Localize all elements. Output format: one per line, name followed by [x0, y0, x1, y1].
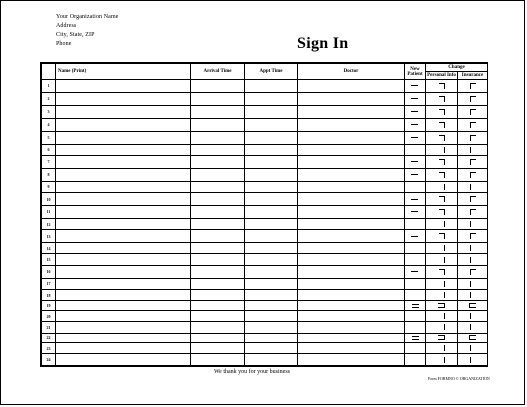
new-patient-cell[interactable]: [405, 301, 426, 311]
doctor-cell[interactable]: [298, 278, 405, 289]
personal-info-cell[interactable]: [426, 218, 458, 229]
arrival-time-cell[interactable]: [191, 144, 245, 155]
checkbox-mark-icon: [470, 159, 476, 165]
new-patient-column-header: New Patient: [405, 64, 426, 80]
organization-block: [56, 13, 118, 49]
insurance-cell[interactable]: [458, 343, 488, 354]
table-row: [42, 155, 488, 168]
checkbox-mark-icon: [470, 184, 476, 190]
arrival-time-cell[interactable]: [191, 92, 245, 105]
row-number: 22: [42, 333, 56, 343]
new-patient-cell[interactable]: [405, 193, 426, 206]
new-patient-cell[interactable]: [405, 243, 426, 254]
checkbox-mark-icon: [411, 108, 419, 115]
personal-info-cell[interactable]: [426, 181, 458, 192]
appt-time-cell[interactable]: [245, 155, 298, 168]
personal-info-cell[interactable]: [426, 80, 458, 93]
arrival-time-cell[interactable]: [191, 278, 245, 289]
checkbox-mark-icon: [411, 196, 419, 203]
checkbox-mark-icon: [439, 196, 445, 202]
insurance-cell[interactable]: [458, 205, 488, 218]
insurance-cell[interactable]: [458, 289, 488, 300]
checkbox-mark-icon: [439, 292, 445, 298]
new-patient-cell[interactable]: [405, 155, 426, 168]
row-number: 19: [42, 301, 56, 311]
table-row: [42, 343, 488, 354]
personal-info-cell[interactable]: [426, 144, 458, 155]
personal-info-cell[interactable]: [426, 92, 458, 105]
checkbox-mark-icon: [470, 147, 476, 153]
insurance-cell[interactable]: [458, 265, 488, 278]
name-cell[interactable]: [56, 310, 191, 321]
personal-info-cell[interactable]: [426, 333, 458, 343]
checkbox-mark-icon: [439, 257, 445, 263]
doctor-cell[interactable]: [298, 254, 405, 265]
checkbox-mark-icon: [411, 158, 419, 165]
row-number: 24: [42, 354, 56, 366]
insurance-cell[interactable]: [458, 243, 488, 254]
checkbox-mark-icon: [439, 96, 445, 102]
insurance-cell[interactable]: [458, 218, 488, 229]
arrival-time-cell[interactable]: [191, 205, 245, 218]
checkbox-mark-icon: [439, 345, 445, 351]
row-number: 8: [42, 168, 56, 181]
name-column-header: Name (Print): [56, 64, 191, 80]
checkbox-mark-icon: [470, 313, 476, 319]
personal-info-cell[interactable]: [426, 265, 458, 278]
arrival-time-cell[interactable]: [191, 131, 245, 144]
personal-info-cell[interactable]: [426, 278, 458, 289]
table-row: [42, 80, 488, 93]
name-cell[interactable]: [56, 301, 191, 311]
row-number: 13: [42, 230, 56, 243]
name-cell[interactable]: [56, 343, 191, 354]
row-number: 15: [42, 254, 56, 265]
checkbox-mark-icon: [470, 345, 476, 351]
new-patient-cell[interactable]: [405, 230, 426, 243]
checkbox-mark-icon: [439, 357, 445, 363]
checkbox-mark-icon: [469, 303, 476, 308]
appt-time-cell[interactable]: [245, 289, 298, 300]
appt-time-cell[interactable]: [245, 354, 298, 366]
arrival-time-cell[interactable]: [191, 301, 245, 311]
insurance-cell[interactable]: [458, 230, 488, 243]
checkbox-mark-icon: [439, 245, 445, 251]
form-footer: Form FORMNO © ORGANIZATION: [428, 376, 490, 381]
name-cell[interactable]: [56, 289, 191, 300]
table-row: [42, 118, 488, 131]
checkbox-mark-icon: [470, 281, 476, 287]
checkbox-mark-icon: [439, 221, 445, 227]
table-row: [42, 322, 488, 333]
checkbox-mark-icon: [411, 171, 419, 178]
new-patient-cell[interactable]: [405, 131, 426, 144]
new-patient-cell[interactable]: [405, 310, 426, 321]
personal-info-cell[interactable]: [426, 310, 458, 321]
insurance-column-header: Insurance: [458, 72, 488, 80]
row-number: 17: [42, 278, 56, 289]
doctor-cell[interactable]: [298, 289, 405, 300]
checkbox-mark-icon: [439, 269, 445, 275]
checkbox-mark-icon: [439, 209, 445, 215]
personal-info-cell[interactable]: [426, 168, 458, 181]
checkbox-mark-icon: [439, 147, 445, 153]
new-patient-cell[interactable]: [405, 333, 426, 343]
doctor-cell[interactable]: [298, 354, 405, 366]
insurance-cell[interactable]: [458, 322, 488, 333]
row-number: 21: [42, 322, 56, 333]
row-number: 2: [42, 92, 56, 105]
checkbox-mark-icon: [411, 121, 419, 128]
personal-info-cell[interactable]: [426, 322, 458, 333]
change-column-header: Change: [426, 64, 488, 72]
appt-time-cell[interactable]: [245, 218, 298, 229]
personal-info-cell[interactable]: [426, 343, 458, 354]
doctor-cell[interactable]: [298, 80, 405, 93]
appt-time-cell[interactable]: [245, 105, 298, 118]
name-cell[interactable]: [56, 168, 191, 181]
appt-time-cell[interactable]: [245, 278, 298, 289]
arrival-time-cell[interactable]: [191, 354, 245, 366]
appt-time-cell[interactable]: [245, 254, 298, 265]
checkbox-mark-icon: [470, 135, 476, 141]
organization-name: Your Organization Name: [56, 14, 119, 20]
insurance-cell[interactable]: [458, 333, 488, 343]
sign-in-table: [40, 62, 488, 367]
checkbox-mark-icon: [439, 233, 445, 239]
doctor-cell[interactable]: [298, 105, 405, 118]
personal-info-cell[interactable]: [426, 118, 458, 131]
doctor-cell[interactable]: [298, 155, 405, 168]
organization-city-state-zip: City, State, ZIP: [56, 32, 95, 38]
checkbox-mark-icon: [412, 336, 419, 340]
checkbox-mark-icon: [439, 159, 445, 165]
arrival-time-cell[interactable]: [191, 218, 245, 229]
name-cell[interactable]: [56, 254, 191, 265]
arrival-time-cell[interactable]: [191, 193, 245, 206]
appt-time-cell[interactable]: [245, 333, 298, 343]
arrival-time-cell[interactable]: [191, 333, 245, 343]
row-number: 18: [42, 289, 56, 300]
row-number: 5: [42, 131, 56, 144]
new-patient-cell[interactable]: [405, 218, 426, 229]
row-number: 12: [42, 218, 56, 229]
insurance-cell[interactable]: [458, 310, 488, 321]
name-cell[interactable]: [56, 144, 191, 155]
table-row: [42, 193, 488, 206]
checkbox-mark-icon: [470, 122, 476, 128]
organization-phone: Phone: [56, 41, 72, 47]
row-number: 4: [42, 118, 56, 131]
insurance-cell[interactable]: [458, 301, 488, 311]
arrival-time-cell[interactable]: [191, 310, 245, 321]
checkbox-mark-icon: [470, 233, 476, 239]
doctor-cell[interactable]: [298, 265, 405, 278]
row-number: 1: [42, 80, 56, 93]
name-cell[interactable]: [56, 218, 191, 229]
table-row: [42, 218, 488, 229]
doctor-cell[interactable]: [298, 92, 405, 105]
doctor-cell[interactable]: [298, 218, 405, 229]
arrival-time-cell[interactable]: [191, 118, 245, 131]
new-patient-cell[interactable]: [405, 343, 426, 354]
table-row: [42, 181, 488, 192]
table-row: [42, 144, 488, 155]
checkbox-mark-icon: [470, 221, 476, 227]
appt-time-cell[interactable]: [245, 168, 298, 181]
arrival-time-cell[interactable]: [191, 105, 245, 118]
name-cell[interactable]: [56, 193, 191, 206]
appt-time-cell[interactable]: [245, 230, 298, 243]
checkbox-mark-icon: [439, 313, 445, 319]
appt-time-cell[interactable]: [245, 205, 298, 218]
appt-time-cell[interactable]: [245, 92, 298, 105]
appt-time-cell[interactable]: [245, 131, 298, 144]
name-cell[interactable]: [56, 92, 191, 105]
personal-info-cell[interactable]: [426, 193, 458, 206]
checkbox-mark-icon: [439, 135, 445, 141]
checkbox-mark-icon: [411, 134, 419, 141]
new-patient-cell[interactable]: [405, 92, 426, 105]
arrival-time-cell[interactable]: [191, 265, 245, 278]
appt-time-cell[interactable]: [245, 310, 298, 321]
doctor-cell[interactable]: [298, 144, 405, 155]
doctor-cell[interactable]: [298, 193, 405, 206]
row-number: 7: [42, 155, 56, 168]
row-number: 3: [42, 105, 56, 118]
name-cell[interactable]: [56, 80, 191, 93]
checkbox-mark-icon: [470, 83, 476, 89]
table-row: [42, 278, 488, 289]
new-patient-cell[interactable]: [405, 289, 426, 300]
checkbox-mark-icon: [439, 324, 445, 330]
name-cell[interactable]: [56, 333, 191, 343]
checkbox-mark-icon: [411, 82, 419, 89]
appt-time-cell[interactable]: [245, 301, 298, 311]
arrival-time-cell[interactable]: [191, 243, 245, 254]
page-title: Sign In: [297, 35, 349, 52]
doctor-cell[interactable]: [298, 310, 405, 321]
name-cell[interactable]: [56, 181, 191, 192]
row-number: 23: [42, 343, 56, 354]
doctor-cell[interactable]: [298, 333, 405, 343]
personal-info-cell[interactable]: [426, 105, 458, 118]
checkbox-mark-icon: [470, 257, 476, 263]
table-row: [42, 230, 488, 243]
row-number: 16: [42, 265, 56, 278]
table-row: [42, 243, 488, 254]
appt-time-cell[interactable]: [245, 144, 298, 155]
row-number: 9: [42, 181, 56, 192]
row-number: 6: [42, 144, 56, 155]
appt-time-cell[interactable]: [245, 181, 298, 192]
checkbox-mark-icon: [411, 208, 419, 215]
arrival-time-cell[interactable]: [191, 343, 245, 354]
table-row: [42, 205, 488, 218]
personal-info-cell[interactable]: [426, 131, 458, 144]
insurance-cell[interactable]: [458, 92, 488, 105]
name-cell[interactable]: [56, 155, 191, 168]
table-row: [42, 301, 488, 311]
insurance-cell[interactable]: [458, 118, 488, 131]
name-cell[interactable]: [56, 243, 191, 254]
table-row: [42, 92, 488, 105]
doctor-cell[interactable]: [298, 343, 405, 354]
new-patient-cell[interactable]: [405, 254, 426, 265]
checkbox-mark-icon: [439, 83, 445, 89]
checkbox-mark-icon: [470, 209, 476, 215]
arrival-time-cell[interactable]: [191, 181, 245, 192]
new-patient-cell[interactable]: [405, 80, 426, 93]
checkbox-mark-icon: [439, 172, 445, 178]
sign-in-rows: [42, 80, 488, 366]
arrival-time-cell[interactable]: [191, 322, 245, 333]
insurance-cell[interactable]: [458, 254, 488, 265]
personal-info-cell[interactable]: [426, 301, 458, 311]
appt-time-column-header: Appt Time: [245, 64, 298, 80]
personal-info-cell[interactable]: [426, 155, 458, 168]
new-patient-cell[interactable]: [405, 105, 426, 118]
row-number-header: [42, 64, 56, 80]
name-cell[interactable]: [56, 322, 191, 333]
checkbox-mark-icon: [439, 109, 445, 115]
appt-time-cell[interactable]: [245, 193, 298, 206]
new-patient-cell[interactable]: [405, 205, 426, 218]
checkbox-mark-icon: [411, 95, 419, 102]
appt-time-cell[interactable]: [245, 265, 298, 278]
checkbox-mark-icon: [469, 335, 476, 340]
table-row: [42, 168, 488, 181]
thank-you-note: We thank you for your business: [214, 369, 291, 375]
name-cell[interactable]: [56, 354, 191, 366]
arrival-time-cell[interactable]: [191, 254, 245, 265]
checkbox-mark-icon: [470, 357, 476, 363]
doctor-cell[interactable]: [298, 118, 405, 131]
table-row: [42, 310, 488, 321]
table-row: [42, 289, 488, 300]
personal-info-column-header: Personal Info: [427, 73, 456, 78]
arrival-time-cell[interactable]: [191, 155, 245, 168]
insurance-cell[interactable]: [458, 181, 488, 192]
checkbox-mark-icon: [470, 196, 476, 202]
personal-info-cell[interactable]: [426, 354, 458, 366]
arrival-time-cell[interactable]: [191, 80, 245, 93]
table-row: [42, 131, 488, 144]
personal-info-cell[interactable]: [426, 254, 458, 265]
name-cell[interactable]: [56, 265, 191, 278]
name-cell[interactable]: [56, 105, 191, 118]
row-number: 14: [42, 243, 56, 254]
personal-info-cell[interactable]: [426, 243, 458, 254]
insurance-cell[interactable]: [458, 155, 488, 168]
table-row: [42, 333, 488, 343]
row-number: 20: [42, 310, 56, 321]
checkbox-mark-icon: [412, 304, 419, 308]
name-cell[interactable]: [56, 278, 191, 289]
arrival-time-column-header: Arrival Time: [191, 64, 245, 80]
new-patient-cell[interactable]: [405, 265, 426, 278]
new-patient-cell[interactable]: [405, 168, 426, 181]
table-row: [42, 254, 488, 265]
table-row: [42, 105, 488, 118]
checkbox-mark-icon: [470, 109, 476, 115]
checkbox-mark-icon: [411, 233, 419, 240]
insurance-cell[interactable]: [458, 105, 488, 118]
insurance-cell[interactable]: [458, 131, 488, 144]
row-number: 11: [42, 205, 56, 218]
doctor-cell[interactable]: [298, 301, 405, 311]
table-row: [42, 354, 488, 366]
new-patient-cell[interactable]: [405, 144, 426, 155]
doctor-cell[interactable]: [298, 230, 405, 243]
checkbox-mark-icon: [439, 184, 445, 190]
new-patient-cell[interactable]: [405, 278, 426, 289]
appt-time-cell[interactable]: [245, 80, 298, 93]
table-row: [42, 265, 488, 278]
arrival-time-cell[interactable]: [191, 230, 245, 243]
new-patient-cell[interactable]: [405, 181, 426, 192]
appt-time-cell[interactable]: [245, 118, 298, 131]
checkbox-mark-icon: [470, 245, 476, 251]
new-patient-cell[interactable]: [405, 354, 426, 366]
doctor-cell[interactable]: [298, 131, 405, 144]
checkbox-mark-icon: [470, 292, 476, 298]
doctor-cell[interactable]: [298, 181, 405, 192]
doctor-column-header: Doctor: [298, 64, 405, 80]
doctor-cell[interactable]: [298, 168, 405, 181]
checkbox-mark-icon: [438, 335, 445, 340]
insurance-cell[interactable]: [458, 80, 488, 93]
checkbox-mark-icon: [470, 172, 476, 178]
doctor-cell[interactable]: [298, 243, 405, 254]
new-patient-cell[interactable]: [405, 322, 426, 333]
new-patient-cell[interactable]: [405, 118, 426, 131]
checkbox-mark-icon: [439, 122, 445, 128]
personal-info-cell[interactable]: [426, 289, 458, 300]
checkbox-mark-icon: [470, 269, 476, 275]
appt-time-cell[interactable]: [245, 243, 298, 254]
insurance-cell[interactable]: [458, 193, 488, 206]
personal-info-cell[interactable]: [426, 205, 458, 218]
organization-address: Address: [56, 23, 77, 29]
name-cell[interactable]: [56, 118, 191, 131]
checkbox-mark-icon: [438, 303, 445, 308]
arrival-time-cell[interactable]: [191, 289, 245, 300]
insurance-cell[interactable]: [458, 278, 488, 289]
checkbox-mark-icon: [411, 268, 419, 275]
name-cell[interactable]: [56, 131, 191, 144]
name-cell[interactable]: [56, 205, 191, 218]
name-cell[interactable]: [56, 230, 191, 243]
insurance-cell[interactable]: [458, 354, 488, 366]
personal-info-cell[interactable]: [426, 230, 458, 243]
checkbox-mark-icon: [470, 324, 476, 330]
doctor-cell[interactable]: [298, 322, 405, 333]
appt-time-cell[interactable]: [245, 322, 298, 333]
checkbox-mark-icon: [470, 96, 476, 102]
insurance-cell[interactable]: [458, 144, 488, 155]
row-number: 10: [42, 193, 56, 206]
arrival-time-cell[interactable]: [191, 168, 245, 181]
insurance-cell[interactable]: [458, 168, 488, 181]
appt-time-cell[interactable]: [245, 343, 298, 354]
checkbox-mark-icon: [439, 281, 445, 287]
doctor-cell[interactable]: [298, 205, 405, 218]
